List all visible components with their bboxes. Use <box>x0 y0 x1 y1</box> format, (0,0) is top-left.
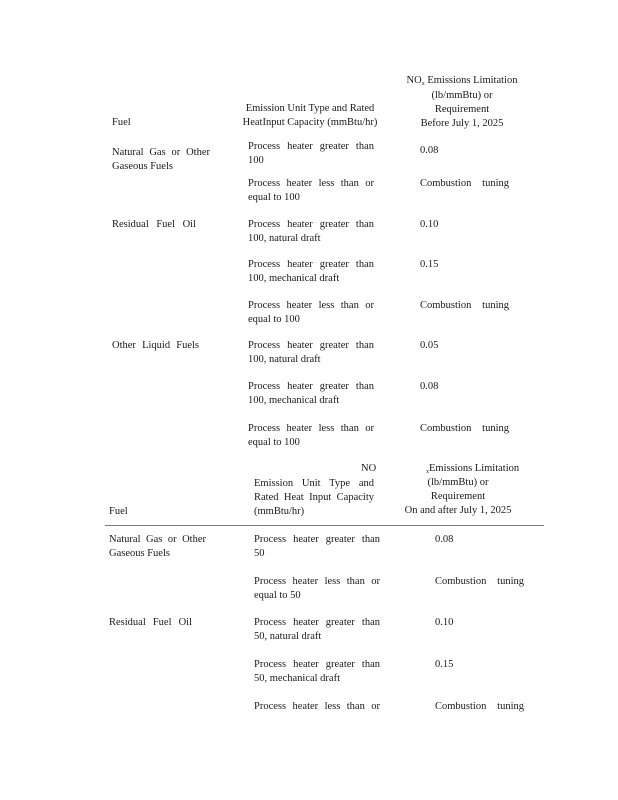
unit-line1: Process heater greater than <box>248 259 374 270</box>
fuel-line2: Gaseous Fuels <box>112 161 173 172</box>
t2-header-unit-line2: Rated Heat Input Capacity <box>254 492 374 503</box>
t2-header-limit-line3: Requirement <box>430 491 486 502</box>
t2-row-unit <box>254 658 380 686</box>
t1-row-limit: 0.05 <box>420 340 439 351</box>
t1-header-limit-line1 <box>398 74 526 89</box>
t2-header-limit-line2: (lb/mmBtu) or <box>427 477 489 488</box>
t1-row-limit: 0.08 <box>420 381 439 392</box>
fuel-line1: Natural Gas or Other <box>109 534 206 545</box>
t1-fuel-natural-gas <box>112 146 210 174</box>
t2-header-fuel: Fuel <box>109 506 128 517</box>
unit-line1: Process heater greater than <box>254 617 380 628</box>
t2-row-limit: Combustion tuning <box>435 576 524 587</box>
t2-header-limit-sub: x <box>426 469 429 475</box>
t1-row-limit: Combustion tuning <box>420 300 509 311</box>
t2-header-limit-line1 <box>426 462 528 477</box>
unit-line2: 50, natural draft <box>254 631 322 642</box>
t1-row-limit: 0.15 <box>420 259 439 270</box>
t1-row-unit <box>248 422 374 450</box>
t1-row-limit: Combustion tuning <box>420 178 509 189</box>
t1-fuel-other-liquid: Other Liquid Fuels <box>112 340 199 351</box>
unit-line1: Process heater less than or <box>248 423 374 434</box>
t1-header-unit <box>234 102 386 130</box>
unit-line2: 50, mechanical draft <box>254 673 340 684</box>
unit-line2: 100, natural draft <box>248 233 321 244</box>
t1-fuel-residual-oil: Residual Fuel Oil <box>112 219 196 230</box>
unit-line1: Process heater greater than <box>254 659 380 670</box>
t1-header-fuel: Fuel <box>112 117 131 128</box>
t1-row-limit: 0.10 <box>420 219 439 230</box>
t1-row-unit <box>248 258 374 286</box>
unit-line1: Process heater less than or <box>254 701 380 712</box>
unit-line2: equal to 100 <box>248 314 300 325</box>
t2-row-unit <box>254 616 380 644</box>
t1-header-limit-rest: Emissions Limitation <box>427 75 518 86</box>
fuel-line2: Gaseous Fuels <box>109 548 170 559</box>
unit-line1: Process heater less than or <box>248 178 374 189</box>
t1-header-limit <box>398 74 526 131</box>
unit-line1: Process heater greater than <box>248 340 374 351</box>
fuel-line1: Natural Gas or Other <box>112 147 210 158</box>
t1-header-limit-line3: Requirement <box>434 104 490 115</box>
unit-line1: Process heater greater than <box>248 219 374 230</box>
unit-line1: Process heater greater than <box>248 141 374 152</box>
unit-line2: 50 <box>254 548 265 559</box>
t1-row-unit <box>248 177 374 205</box>
t1-header-unit-line1: Emission Unit Type and Rated <box>245 103 375 114</box>
unit-line1: Process heater less than or <box>254 576 380 587</box>
t2-header-unit-line1: Emission Unit Type and <box>254 478 374 489</box>
unit-line1: Process heater less than or <box>248 300 374 311</box>
header-divider <box>105 525 544 526</box>
unit-line1: Process heater greater than <box>254 534 380 545</box>
t1-row-unit <box>248 218 374 246</box>
unit-line2: equal to 100 <box>248 437 300 448</box>
t1-row-unit <box>248 299 374 327</box>
t1-row-unit <box>248 380 374 408</box>
t2-row-unit <box>254 575 380 603</box>
t1-row-limit: 0.08 <box>420 145 439 156</box>
t2-fuel-natural-gas <box>109 533 206 561</box>
unit-line1: Process heater greater than <box>248 381 374 392</box>
t2-header-unit-line3: (mmBtu/hr) <box>254 506 305 517</box>
unit-line2: 100, mechanical draft <box>248 395 340 406</box>
t2-header-limit-line4: On and after July 1, 2025 <box>404 505 512 516</box>
t1-header-limit-sub: x <box>421 81 425 87</box>
unit-line2: 100, natural draft <box>248 354 321 365</box>
t1-header-limit-line2: (lb/mmBtu) or <box>431 90 493 101</box>
unit-line2: 100, mechanical draft <box>248 273 340 284</box>
t2-row-limit: 0.10 <box>435 617 454 628</box>
t2-row-limit: 0.15 <box>435 659 454 670</box>
t2-row-unit <box>254 533 380 561</box>
t2-header-nox: NO <box>361 463 377 474</box>
t2-row-unit <box>254 700 380 714</box>
t1-row-unit <box>248 140 374 168</box>
unit-line2: 100 <box>248 155 264 166</box>
unit-line2: equal to 100 <box>248 192 300 203</box>
t2-header-limit <box>396 476 520 518</box>
t1-header-limit-line4: Before July 1, 2025 <box>420 118 504 129</box>
t2-row-limit: Combustion tuning <box>435 701 524 712</box>
unit-line2: equal to 50 <box>254 590 301 601</box>
t2-header-unit <box>254 477 374 519</box>
t2-header-limit-rest: Emissions Limitation <box>429 463 520 474</box>
t1-header-limit-nox: NO <box>406 75 422 86</box>
t2-fuel-residual-oil: Residual Fuel Oil <box>109 617 192 628</box>
t1-header-unit-line2: HeatInput Capacity (mmBtu/hr) <box>242 117 378 128</box>
t1-row-unit <box>248 339 374 367</box>
t1-row-limit: Combustion tuning <box>420 423 509 434</box>
t2-row-limit: 0.08 <box>435 534 454 545</box>
